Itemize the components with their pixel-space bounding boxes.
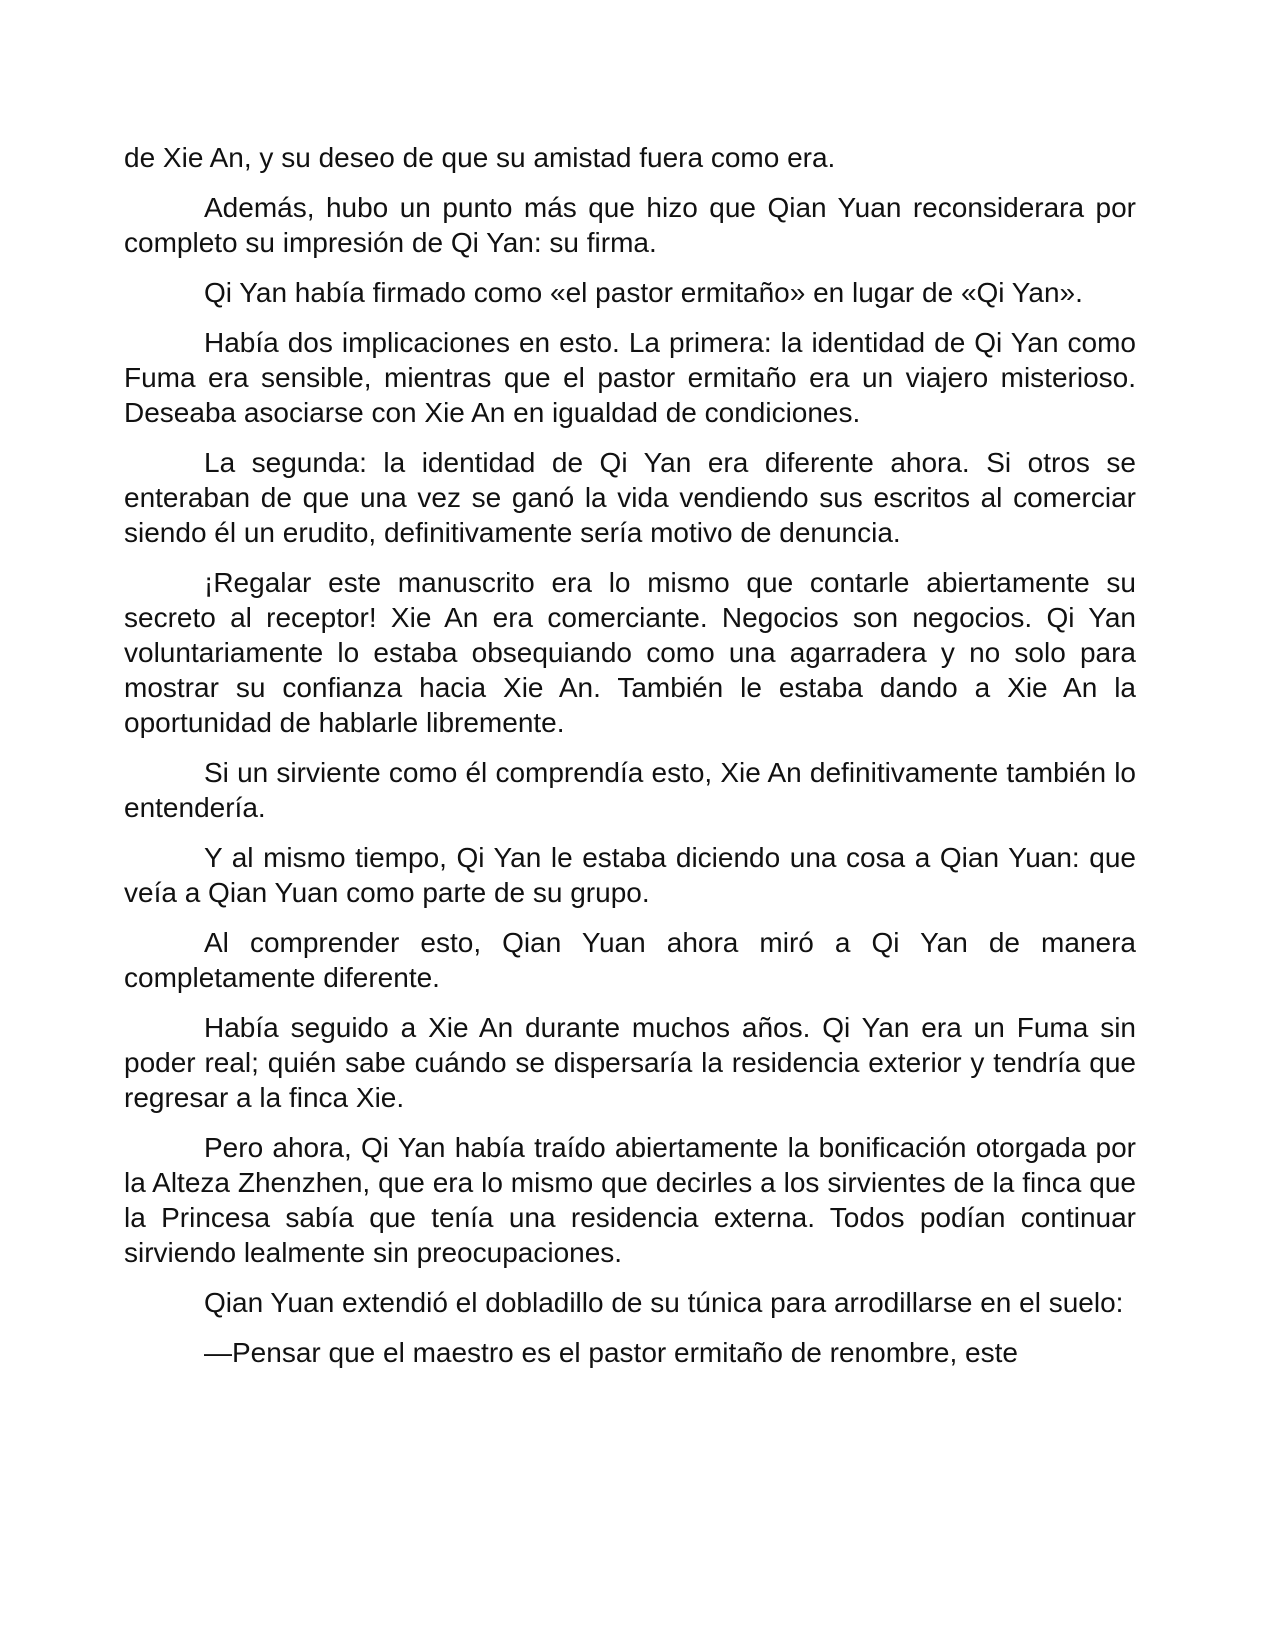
paragraph: Qi Yan había firmado como «el pastor ermitaño» en lugar de «Qi Yan». [204,277,1083,308]
paragraph: Pero ahora, Qi Yan había traído abiertamente la bonificación otorgada por la Alteza Zhenzhen, que era lo mismo que decirles a los sirvientes de la finca que la Princesa sabía que tenía una residencia externa. Todos podían continuar sirviendo lealmente sin preocupaciones. [124,1132,1136,1268]
paragraph: Al comprender esto, Qian Yuan ahora miró a Qi Yan de manera completamente diferente. [124,927,1136,993]
document-page [124,140,1136,1385]
paragraph-continuation: de Xie An, y su deseo de que su amistad fuera como era. [124,142,836,173]
paragraph: Qian Yuan extendió el dobladillo de su túnica para arrodillarse en el suelo: [204,1287,1124,1318]
paragraph: Había dos implicaciones en esto. La primera: la identidad de Qi Yan como Fuma era sensible, mientras que el pastor ermitaño era un viajero misterioso. Deseaba asociarse con Xie An en igualdad de condiciones. [124,327,1136,428]
paragraph: Había seguido a Xie An durante muchos años. Qi Yan era un Fuma sin poder real; quién sabe cuándo se dispersaría la residencia exterior y tendría que regresar a la finca Xie. [124,1012,1136,1113]
paragraph: ¡Regalar este manuscrito era lo mismo que contarle abiertamente su secreto al receptor! Xie An era comerciante. Negocios son negocios. Qi Yan voluntariamente lo estaba obsequiando como una agarradera y no solo para mostrar su confianza hacia Xie An. También le estaba dando a Xie An la oportunidad de hablarle libremente. [124,567,1136,738]
paragraph: Además, hubo un punto más que hizo que Qian Yuan reconsiderara por completo su impresión de Qi Yan: su firma. [124,192,1136,258]
paragraph: Y al mismo tiempo, Qi Yan le estaba diciendo una cosa a Qian Yuan: que veía a Qian Yuan como parte de su grupo. [124,842,1136,908]
paragraph: Si un sirviente como él comprendía esto, Xie An definitivamente también lo entendería. [124,757,1136,823]
paragraph: La segunda: la identidad de Qi Yan era diferente ahora. Si otros se enteraban de que una vez se ganó la vida vendiendo sus escritos al comerciar siendo él un erudito, definitivamente sería motivo de denuncia. [124,447,1136,548]
paragraph-dialogue: —Pensar que el maestro es el pastor ermitaño de renombre, este [204,1337,1018,1368]
